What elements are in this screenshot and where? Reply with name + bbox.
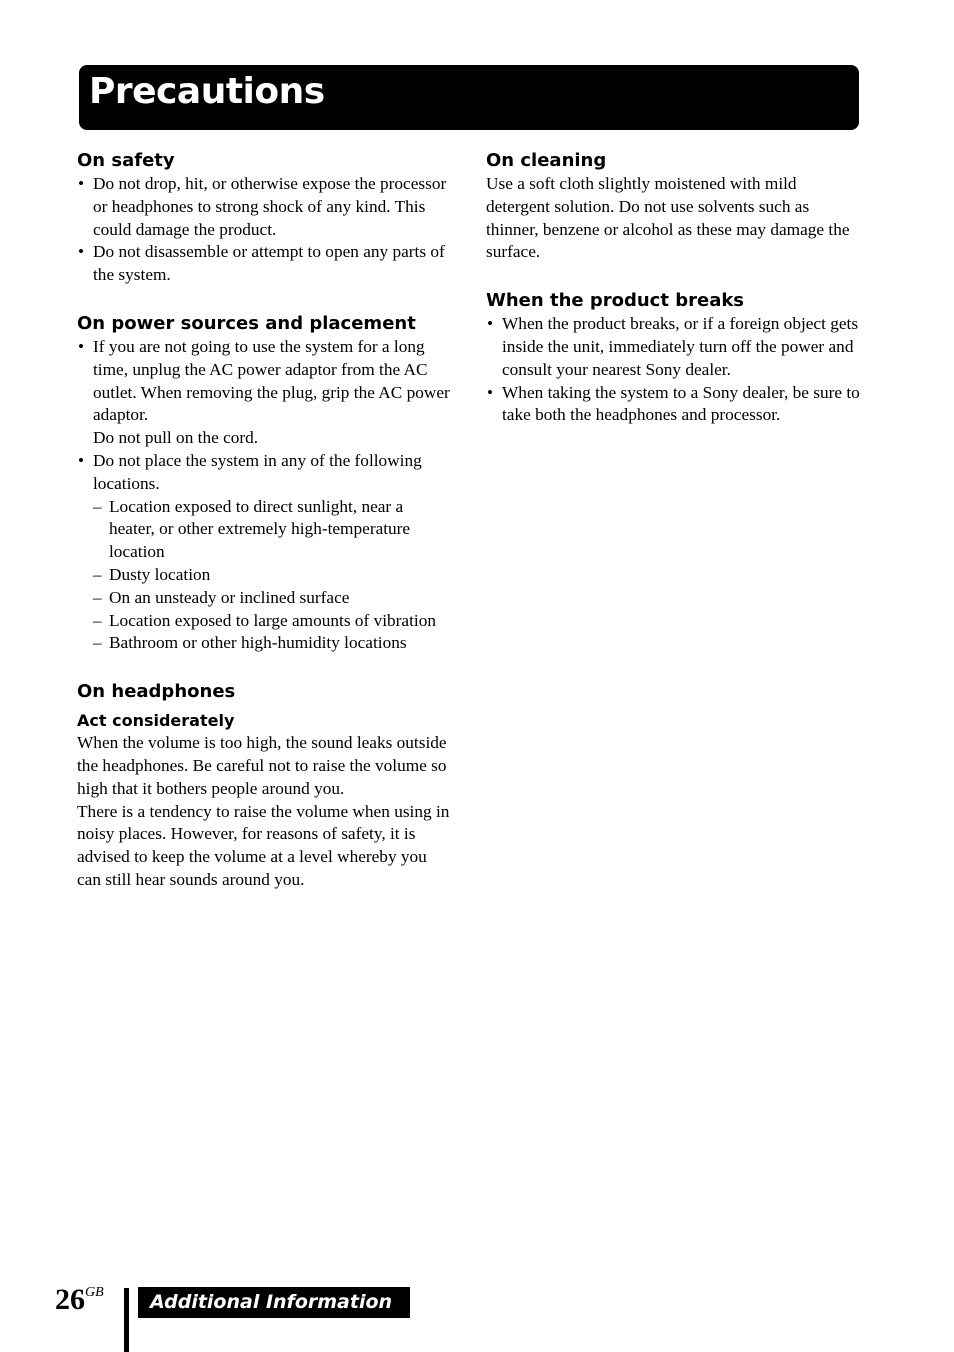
footer-divider: [124, 1288, 129, 1352]
headphones-paragraph: There is a tendency to raise the volume when using in noisy places. However, for reasons of safety, it is advised to keep the volume at a level whereby you can still hear sounds around you.: [77, 801, 450, 889]
cleaning-text: Use a soft cloth slightly moistened with mild detergent solution. Do not use solvents such as thinner, benzene or alcohol as these may damage the surface.: [486, 174, 850, 262]
section-on-headphones: [77, 679, 452, 892]
section-product-breaks: [486, 288, 861, 427]
headphones-paragraph: When the volume is too high, the sound leaks outside the headphones. Be careful not to raise the volume so high that it bothers people around you.: [77, 733, 447, 798]
list-item: • When taking the system to a Sony dealer, be sure to take both the headphones and processor.: [486, 382, 861, 428]
section-on-safety: [77, 148, 452, 287]
safety-list: [77, 173, 452, 287]
subheading-act-considerately: Act considerately: [77, 711, 235, 731]
right-column: [486, 148, 861, 451]
footer-section-label: Additional Information: [138, 1287, 410, 1318]
heading-on-headphones: On headphones: [77, 681, 236, 703]
power-list: [77, 336, 452, 655]
section-power-sources: [77, 311, 452, 655]
heading-on-safety: On safety: [77, 150, 175, 171]
page-title: Precautions: [89, 71, 325, 112]
page-number-value: 26: [55, 1283, 85, 1316]
location-item: – Location exposed to large amounts of vibration: [93, 610, 452, 633]
power-item-note: Do not pull on the cord.: [93, 428, 259, 448]
list-item: • When the product breaks, or if a foreign object gets inside the unit, immediately turn off the power and consult your nearest Sony dealer.: [486, 313, 861, 381]
location-item: – Location exposed to direct sunlight, near a heater, or other extremely high-temperature location: [93, 496, 452, 564]
section-on-cleaning: [486, 148, 861, 264]
list-item: [77, 336, 452, 450]
heading-product-breaks: When the product breaks: [486, 290, 745, 312]
list-item: • Do not disassemble or attempt to open any parts of the system.: [77, 241, 452, 287]
breaks-list: [486, 313, 861, 427]
location-item: – On an unsteady or inclined surface: [93, 587, 452, 610]
page-number: [55, 1283, 104, 1317]
list-item: • Do not drop, hit, or otherwise expose the processor or headphones to strong shock of any kind. This could damage the product.: [77, 173, 452, 241]
list-item: [77, 450, 452, 655]
power-item-text: If you are not going to use the system for a long time, unplug the AC power adaptor from the AC outlet. When removing the plug, grip the AC power adaptor.: [93, 336, 450, 425]
location-item: – Bathroom or other high-humidity locations: [93, 632, 452, 655]
title-bar: [79, 65, 859, 130]
power-item-text: Do not place the system in any of the following locations.: [93, 450, 422, 493]
left-column: [77, 148, 452, 916]
locations-list: [93, 496, 452, 656]
heading-power-sources: On power sources and placement: [77, 312, 416, 334]
page-number-suffix: GB: [85, 1285, 104, 1300]
location-item: – Dusty location: [93, 564, 452, 587]
heading-on-cleaning: On cleaning: [486, 150, 607, 171]
